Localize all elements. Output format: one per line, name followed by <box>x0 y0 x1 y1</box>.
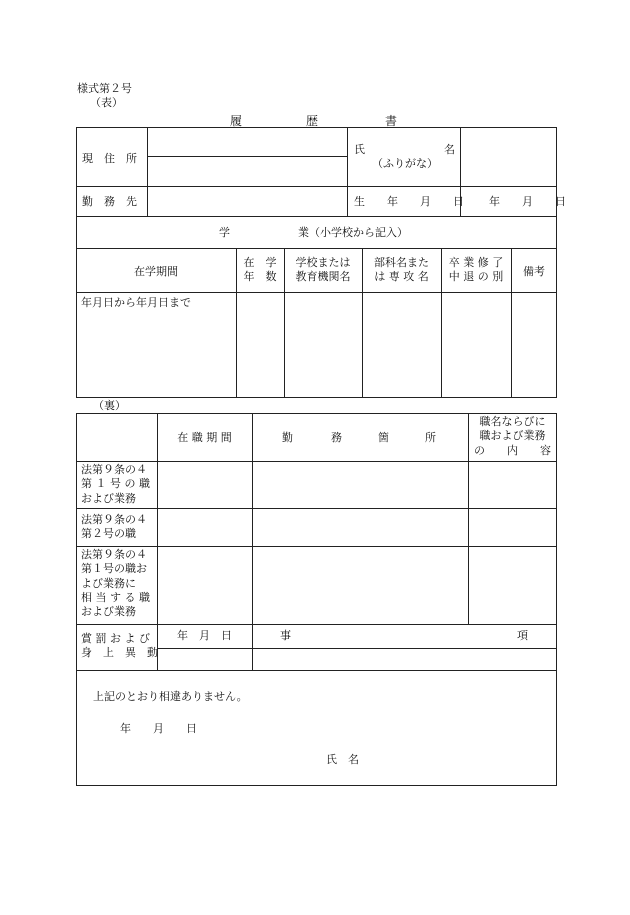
col-header-workplace-char-3: 箇 <box>378 431 389 444</box>
col-line <box>252 413 253 670</box>
row-line <box>76 461 557 462</box>
document-title-char-2: 歴 <box>306 114 319 128</box>
row-line <box>76 292 557 293</box>
period-hint: 年月日から年月日まで <box>81 296 191 309</box>
row-line <box>76 546 557 547</box>
signature-field[interactable] <box>370 748 540 770</box>
col-header-remarks: 備考 <box>523 265 545 278</box>
document-title-char-3: 書 <box>385 114 398 128</box>
row-line <box>157 648 557 649</box>
col-header-tenure: 在 職 期 間 <box>177 431 232 444</box>
address-field[interactable] <box>148 157 346 185</box>
col-header-workplace-char-4: 所 <box>425 431 436 444</box>
row-label-1: 法第９条の４ 第 １ 号 の 職 および業務 <box>81 463 150 505</box>
address-label: 現 住 所 <box>82 152 137 165</box>
back-label: （裏） <box>93 399 126 412</box>
name-field[interactable] <box>461 128 556 185</box>
birth-label: 生 年 月 日 <box>354 195 464 208</box>
awards-matter-left: 事 <box>280 629 291 642</box>
row-line <box>76 508 557 509</box>
education-heading-left: 学 <box>219 226 230 239</box>
form-number: 様式第２号 <box>77 82 132 95</box>
col-header-department: 部科名また は 専 攻 名 <box>374 256 429 284</box>
certify-text: 上記のとおり相違ありません。 <box>93 690 248 703</box>
row-label-2: 法第９条の４ 第２号の職 <box>81 513 147 541</box>
document-title-char-1: 履 <box>230 114 243 128</box>
awards-matter-right: 項 <box>517 629 528 642</box>
col-header-workplace-char-1: 勤 <box>282 431 293 444</box>
education-heading-right: 業（小学校から記入） <box>298 226 408 239</box>
workplace-field[interactable] <box>148 187 346 215</box>
awards-date-label: 年 月 日 <box>177 629 232 642</box>
workplace-label: 勤 務 先 <box>82 195 137 208</box>
row-line <box>76 248 557 249</box>
name-label-left: 氏 <box>354 143 365 156</box>
certify-date: 年 月 日 <box>120 722 197 735</box>
col-header-workplace-char-2: 務 <box>331 431 342 444</box>
row-line <box>76 670 557 671</box>
col-line <box>347 127 348 216</box>
col-header-period: 在学期間 <box>134 265 178 278</box>
col-header-years: 在 学 年 数 <box>243 256 277 284</box>
furigana-label: （ふりがな） <box>372 157 438 170</box>
front-label: （表） <box>90 96 123 109</box>
awards-label: 賞 罰 お よ び 身 上 異 動 <box>81 632 158 660</box>
row-line <box>76 624 557 625</box>
name-label-right: 名 <box>444 143 455 156</box>
birth-date-label: 年 月 日 <box>489 195 566 208</box>
signature-label: 氏 名 <box>326 753 359 766</box>
col-header-school: 学校または 教育機関名 <box>295 256 351 284</box>
col-header-job-content: 職名ならびに 職および業務 の 内 容 <box>474 415 551 457</box>
row-label-3: 法第９条の４ 第１号の職お よび業務に 相 当 す る 職 および業務 <box>81 548 150 619</box>
row-line <box>76 216 557 217</box>
col-header-graduation: 卒 業 修 了 中 退 の 別 <box>448 256 504 284</box>
